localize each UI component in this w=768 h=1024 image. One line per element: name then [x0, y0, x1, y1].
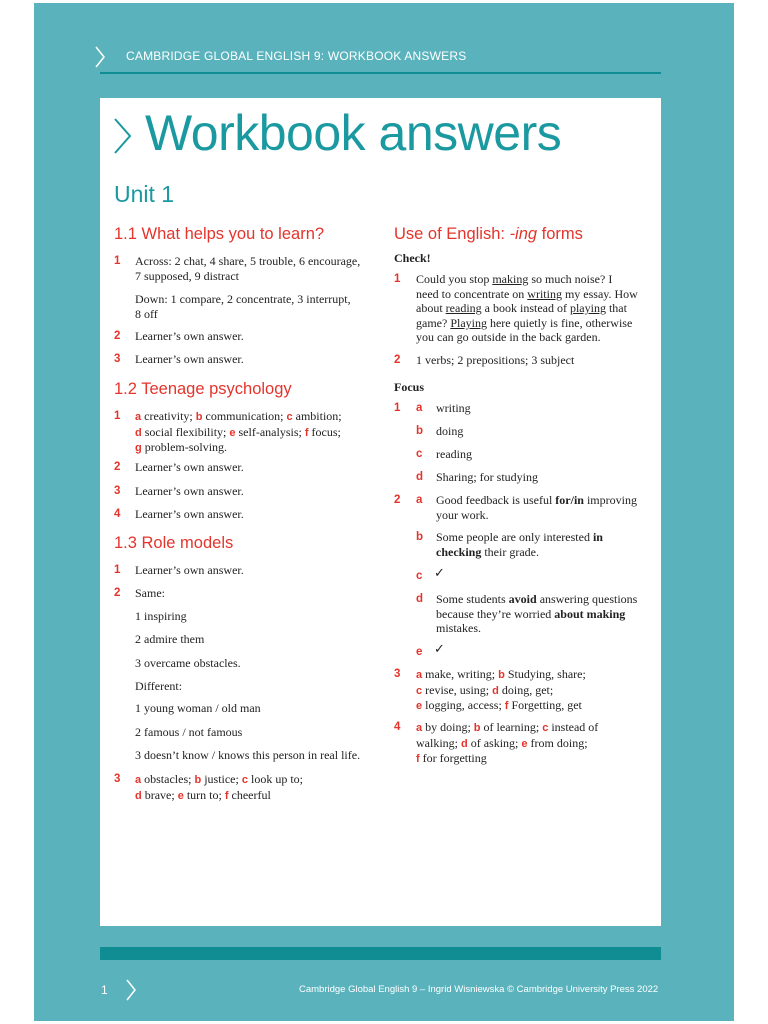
header-title: CAMBRIDGE GLOBAL ENGLISH 9: WORKBOOK ANSWERS: [126, 49, 467, 63]
answer-text: Learner’s own answer.: [135, 329, 244, 343]
answer-text: Same:: [135, 586, 165, 600]
footer-credit: Cambridge Global English 9 – Ingrid Wisniewska © Cambridge University Press 2022: [299, 984, 659, 995]
question-number: 3: [114, 773, 121, 785]
chevron-right-icon: [93, 45, 107, 69]
question-number: 2: [114, 587, 121, 599]
unit-title: Unit 1: [114, 181, 175, 207]
answer-text: writing: [436, 401, 471, 415]
check-mark-icon: ✓: [434, 642, 445, 657]
header-rule: [100, 72, 661, 74]
question-number: 1: [114, 410, 121, 422]
page-number: 1: [101, 983, 108, 997]
answer-text: Different:: [135, 679, 183, 693]
question-number: 1: [114, 255, 121, 267]
question-number: 2: [394, 494, 401, 506]
answer-text: 2 famous / not famous: [135, 725, 243, 739]
answer-text: a by doing; b of learning; c instead of walking; d of asking; e from doing; f for forgetting: [416, 720, 599, 766]
question-number: 3: [394, 668, 401, 680]
question-number: 2: [394, 354, 401, 366]
question-number: 1: [394, 402, 401, 414]
answer-text: 2 admire them: [135, 632, 205, 646]
answer-text: Sharing; for studying: [436, 470, 538, 484]
answer-letter: d: [416, 471, 424, 483]
chevron-right-icon: [125, 978, 137, 1002]
page-title: Workbook answers: [145, 105, 562, 161]
question-number: 2: [114, 330, 121, 342]
answer-text: a creativity; b communication; c ambition; d social flexibility; e self-analysis; f focus; g problem-solving.: [135, 409, 342, 455]
answer-text: reading: [436, 447, 472, 461]
running-header: [93, 45, 663, 69]
answer-letter: c: [416, 570, 423, 582]
question-number: 4: [394, 721, 401, 733]
answer-text: a obstacles; b justice; c look up to; d brave; e turn to; f cheerful: [135, 772, 303, 802]
question-number: 1: [394, 273, 401, 285]
answer-letter: c: [416, 448, 423, 460]
answer-text: Learner’s own answer.: [135, 507, 244, 521]
answer-letter: d: [416, 593, 424, 605]
check-mark-icon: ✓: [434, 566, 445, 581]
answer-letter: e: [416, 646, 423, 658]
footer-band: [100, 947, 661, 960]
answer-text: doing: [436, 424, 464, 438]
question-number: 1: [114, 564, 121, 576]
answer-text: Could you stop making so much noise? I need to concentrate on writing my essay. How about reading a book instead of playing that game? Playing here quietly is fine, otherwise you can go outside in the back garden.: [416, 272, 638, 345]
answer-letter: a: [416, 402, 423, 414]
answer-text: Learner’s own answer.: [135, 484, 244, 498]
answer-text: Down: 1 compare, 2 concentrate, 3 interrupt, 8 off: [135, 292, 351, 321]
question-number: 3: [114, 485, 121, 497]
answer-letter: b: [416, 425, 424, 437]
answer-text: a make, writing; b Studying, share; c revise, using; d doing, get; e logging, access; f Forgetting, get: [416, 667, 586, 713]
subheading-focus: Focus: [394, 380, 424, 394]
answer-text: Learner’s own answer.: [135, 460, 244, 474]
answer-text: 3 doesn’t know / knows this person in real life.: [135, 748, 361, 762]
answer-text: Some students avoid answering questions because they’re worried about making mistakes.: [436, 592, 638, 636]
answer-text: Learner’s own answer.: [135, 563, 244, 577]
answer-letter: b: [416, 531, 424, 543]
answer-letter: a: [416, 494, 423, 506]
answer-text: Across: 2 chat, 4 share, 5 trouble, 6 encourage, 7 supposed, 9 distract: [135, 254, 361, 283]
answer-text: Some people are only interested in checking their grade.: [436, 530, 603, 559]
question-number: 3: [114, 353, 121, 365]
chevron-right-icon: [112, 116, 134, 156]
section-title: 1.1 What helps you to learn?: [114, 225, 325, 243]
question-number: 4: [114, 508, 121, 520]
answer-text: 1 inspiring: [135, 609, 187, 623]
answer-text: Learner’s own answer.: [135, 352, 244, 366]
answer-text: 1 verbs; 2 prepositions; 3 subject: [416, 353, 575, 367]
section-title: Use of English: -ing forms: [394, 225, 583, 243]
subheading-check: Check!: [394, 251, 431, 265]
question-number: 2: [114, 461, 121, 473]
section-title: 1.3 Role models: [114, 534, 234, 552]
answer-text: Good feedback is useful for/in improving your work.: [436, 493, 637, 522]
section-title: 1.2 Teenage psychology: [114, 380, 292, 398]
answer-text: 3 overcame obstacles.: [135, 656, 241, 670]
answer-text: 1 young woman / old man: [135, 701, 261, 715]
